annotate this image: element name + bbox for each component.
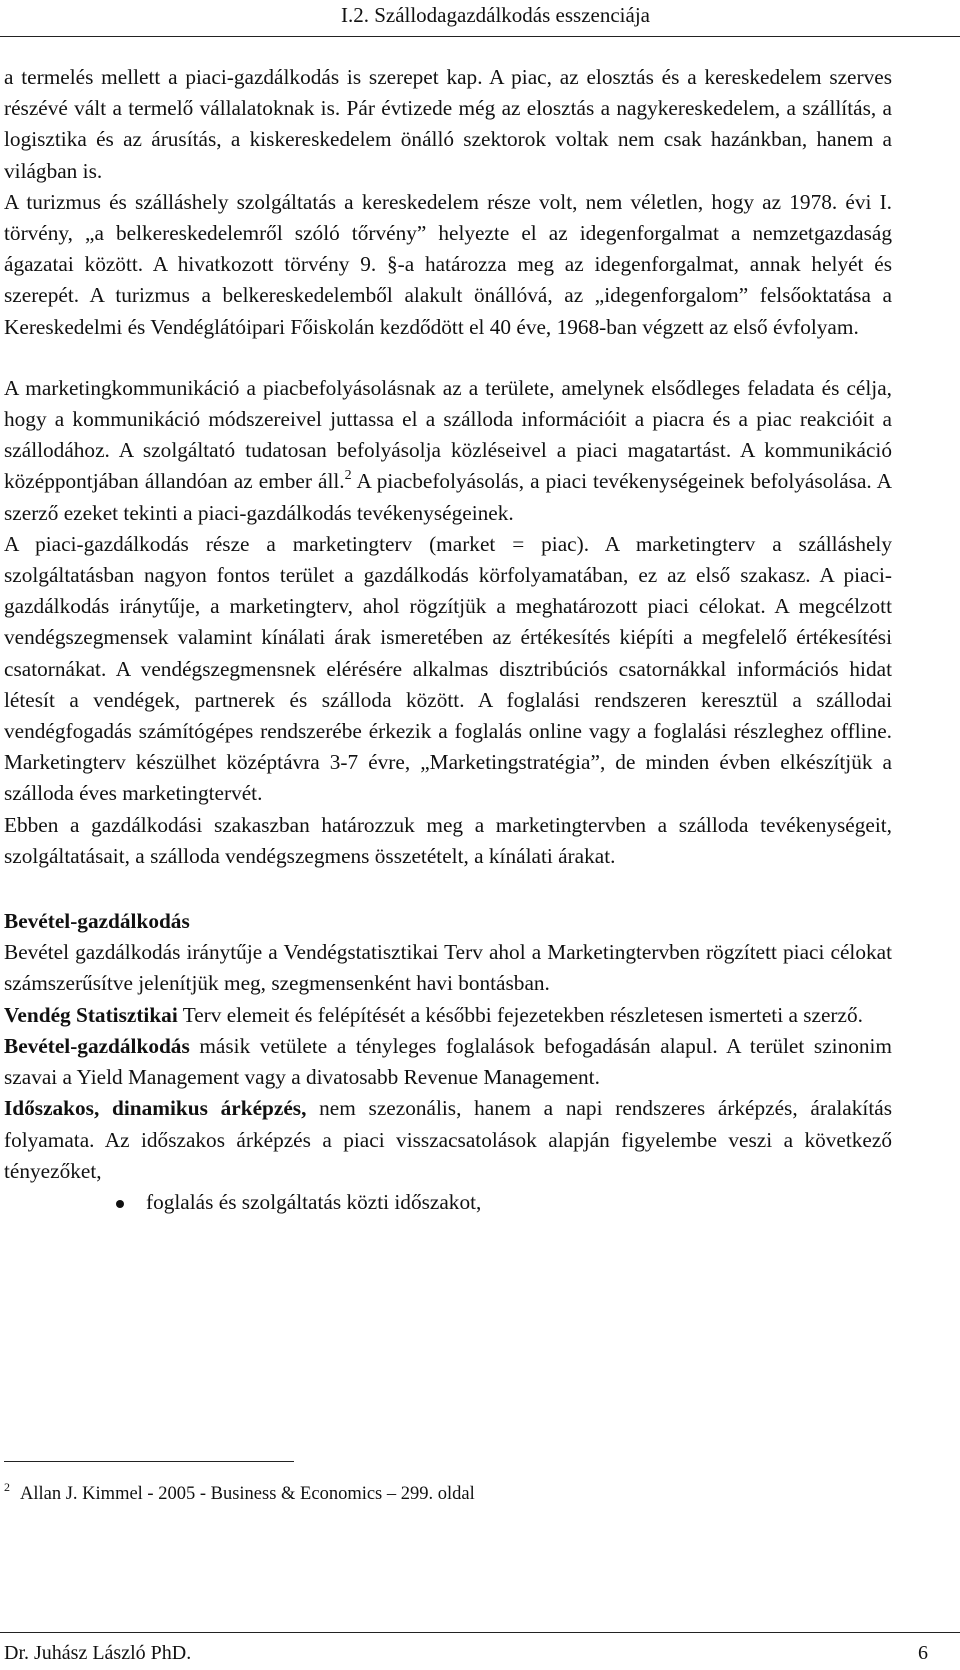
paragraph-business-phase: Ebben a gazdálkodási szakaszban határozzuk meg a marketingtervben a szálloda tevékenységeit, szolgáltatásait, a szálloda vendégszegmens összetételt, a kínálati árakat. [4,812,892,868]
paragraph-trade-history: a termelés mellett a piaci-gazdálkodás is szerepet kap. A piac, az elosztás és a kereskedelem szerves részévé vált a termelő vállalatoknak is. Pár évtizede még az elosztás a nagykereskedelem, a szállítás, a logisztika és az árusítás, a kiskereskedelem önálló szektorok voltak nem csak hazánkban, hanem a világban is. [4,65,892,183]
footnote-number: 2 [4,1480,10,1494]
list-item-text: foglalás és szolgáltatás közti időszakot, [146,1189,482,1214]
guest-statistics-term: Vendég Statisztikai [4,1002,178,1027]
footnote-divider [4,1461,294,1462]
guest-statistics-text: Terv elemeit és felépítését a későbbi fejezetekben részletesen ismerteti a szerző. [177,1002,863,1027]
footer-divider [0,1632,960,1633]
running-title: I.2. Szállodagazdálkodás esszenciája [340,3,650,27]
footnote [4,1482,475,1506]
footer-author: Dr. Juhász László PhD. [4,1642,192,1664]
paragraph-yield-management [4,1031,892,1093]
paragraph-revenue-compass: Bevétel gazdálkodás iránytűje a Vendégstatisztikai Terv ahol a Marketingtervben rögzített piaci célokat számszerűsítve jelenítjük meg, szegmensenként havi bontásban. [4,940,892,996]
section-heading: Bevétel-gazdálkodás [4,909,190,934]
footnote-reference[interactable]: 2 [344,468,352,484]
paragraph-marketing-communication [4,373,892,529]
running-header [0,2,960,28]
dynamic-pricing-term: Időszakos, dinamikus árképzés, [4,1096,307,1121]
list-item [4,1187,892,1218]
header-divider [0,36,960,37]
bullet-icon [116,1200,124,1208]
marketing-communication-text: A marketingkommunikáció a piacbefolyásolásnak az a területe, amelynek elsődleges feladata és célja, hogy a kommunikáció módszereivel juttassa el a szálloda információit a piacra és a piac reakcióit a szállodához. A szolgáltató tudatosan befolyásolja közléseivel a piaci magatartást. A kommunikáció középpontjában állandóan az ember áll. [4,375,892,494]
footnote-text: Allan J. Kimmel - 2005 - Business & Economics – 299. oldal [20,1484,475,1504]
factor-list [4,1187,892,1218]
paragraph-dynamic-pricing [4,1093,892,1187]
revenue-management-term: Bevétel-gazdálkodás [4,1033,190,1058]
paragraph-tourism-law: A turizmus és szálláshely szolgáltatás a kereskedelem része volt, nem véletlen, hogy az 1978. évi I. törvény, „a belkereskedelemről szóló tőrvény” helyezte el az idegenforgalmat a nemzetgazdaság ágazatai között. A hivatkozott törvény 9. §-a határozza meg az idegenforgalmat, annak helyét és szerepét. A turizmus a belkereskedelemből alakult önállóvá, az „idegenforgalom” felsőoktatása a Kereskedelmi és Vendéglátóipari Főiskolán kezdődött el 40 éve, 1968-ban végzett az első évfolyam. [4,189,892,339]
dynamic-pricing-text: nem szezonális, hanem a napi rendszeres árképzés, áralakítás folyamata. Az időszakos árképzés a piaci visszacsatolások alapján figyelembe veszi a következő tényezőket, [4,1096,892,1183]
yield-management-text: másik vetülete a tényleges foglalások befogadásán alapul. A terület szinonim szavai a Yield Management vagy a divatosabb Revenue Management. [4,1033,892,1090]
page-body [4,62,892,1218]
marketing-communication-continued: A piacbefolyásolás, a piaci tevékenységeinek befolyásolása. A szerző ezeket tekinti a piaci-gazdálkodás tevékenységeinek. [4,469,892,525]
paragraph-guest-statistics [4,1000,892,1031]
paragraph-marketing-plan: A piaci-gazdálkodás része a marketingterv (market = piac). A marketingterv a szálláshely szolgáltatásban nagyon fontos terület a gazdálkodás körfolyamatában, ez az első szakasz. A piaci-gazdálkodás iránytűje, a marketingterv, ahol rögzítjük a meghatározott piaci célokat. A megcélzott vendégszegmensek valamint kínálati árak ismeretében az értékesítés kiépíti a megfelelő értékesítési csatornákat. A vendégszegmensnek elérésére alkalmas disztribúciós csatornákkal információs hidat létesít a vendégek, partnerek és szálloda között. A foglalási rendszeren keresztül a szállodai vendégfogadás számítógépes rendszerébe érkezik a foglalás online vagy a foglalási részleghez offline. Marketingterv készülhet középtávra 3-7 évre, „Marketingstratégia”, de minden évben elkészítjük a szálloda éves marketingtervét. [4,531,892,806]
page-number: 6 [918,1642,928,1664]
